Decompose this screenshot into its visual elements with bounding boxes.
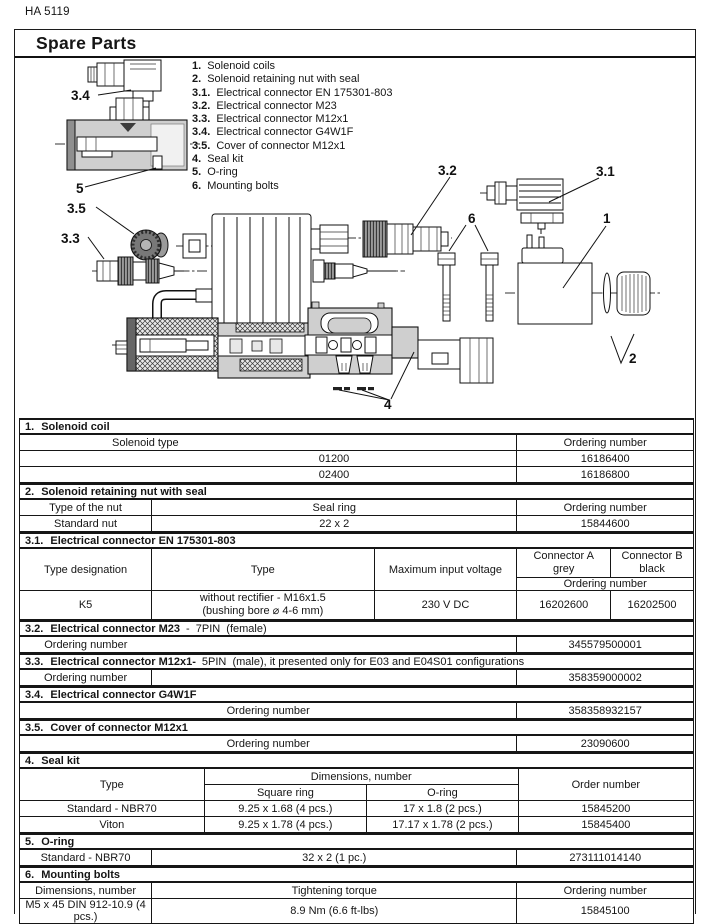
diagram-label-2: 2 (629, 351, 637, 366)
value-cell: K5 (20, 591, 152, 620)
diagram-label-3-1: 3.1 (596, 164, 615, 179)
section-title: 6. Mounting bolts (20, 867, 694, 882)
col-header: Dimensions, number (20, 882, 152, 899)
section-title: 5. O-ring (20, 834, 694, 849)
coil-and-nut-drawing (518, 235, 650, 363)
table-row (20, 801, 694, 817)
col-header: Dimensions, number (204, 768, 518, 785)
seal-mark (333, 387, 342, 390)
table-row (20, 882, 694, 899)
legend-item (192, 153, 392, 166)
item-label: Electrical connector EN 175301-803 (216, 86, 393, 99)
legend-item (192, 166, 392, 179)
section-title: 4. Seal kit (20, 753, 694, 768)
value-cell: 17 x 1.8 (2 pcs.) (367, 801, 519, 817)
table-row (20, 499, 694, 516)
section-title: 3.5. Cover of connector M12x1 (20, 720, 694, 735)
value-cell: 8.9 Nm (6.6 ft-lbs) (152, 899, 517, 924)
table-row (20, 899, 694, 924)
col-header: Order number (518, 768, 693, 801)
value-cell: Standard nut (20, 516, 152, 532)
table-o-ring (19, 833, 694, 866)
item-label: O-ring (207, 166, 238, 179)
empty-cell (152, 636, 517, 653)
row-label: Ordering number (20, 702, 517, 719)
table-cover-m12 (19, 719, 694, 752)
diagram-label-3-3: 3.3 (61, 231, 80, 246)
section-title: 3.4. Electrical connector G4W1F (20, 687, 694, 702)
value-cell: 02400 (152, 467, 517, 483)
col-header: Ordering number (517, 882, 694, 899)
row-label: Ordering number (20, 735, 517, 752)
item-label: Solenoid retaining nut with seal (207, 73, 360, 86)
item-label: Solenoid coils (207, 60, 276, 72)
col-header: O-ring (367, 785, 519, 801)
legend-item (192, 180, 392, 193)
item-label: Mounting bolts (207, 179, 279, 192)
col-header: Type (152, 548, 374, 591)
section-title: 1. Solenoid coil (20, 419, 694, 434)
table-row (20, 434, 694, 451)
item-number: 4. (192, 153, 202, 166)
empty-cell (20, 467, 152, 483)
order-number-cell: 16186800 (517, 467, 694, 483)
table-row (20, 533, 694, 548)
table-row (20, 419, 694, 434)
table-row (20, 702, 694, 719)
parts-tables (19, 418, 694, 924)
value-cell: 9.25 x 1.78 (4 pcs.) (204, 817, 366, 833)
section-title: 3.1. Electrical connector EN 175301-803 (20, 533, 694, 548)
table-seal-kit (19, 752, 694, 833)
table-row (20, 735, 694, 752)
legend-item (192, 140, 392, 153)
table-row (20, 849, 694, 866)
value-cell: Viton (20, 817, 205, 833)
empty-cell (20, 451, 152, 467)
order-number-cell: 358359000002 (517, 669, 694, 686)
seal-mark (368, 387, 374, 390)
row-label: Ordering number (20, 636, 152, 653)
table-row (20, 834, 694, 849)
item-number: 3.2. (192, 99, 211, 112)
item-label: Electrical connector M23 (216, 99, 337, 112)
seal-mark (344, 387, 350, 390)
diagram-label-1: 1 (603, 211, 611, 226)
col-header: Solenoid type (20, 434, 517, 451)
value-cell: 22 x 2 (152, 516, 517, 532)
page-title: Spare Parts (15, 30, 695, 58)
order-number-cell: 273111014140 (517, 849, 694, 866)
order-number-cell: 23090600 (517, 735, 694, 752)
value-cell: without rectifier - M16x1.5 (bushing bore ⌀ 4-6 mm) (152, 591, 374, 620)
value-cell: M5 x 45 DIN 912-10.9 (4 pcs.) (20, 899, 152, 924)
table-mounting-bolts (19, 866, 694, 924)
value-cell: 17.17 x 1.78 (2 pcs.) (367, 817, 519, 833)
table-row (20, 720, 694, 735)
table-row (20, 548, 694, 578)
table-row (20, 451, 694, 467)
item-number: 6. (192, 179, 202, 192)
value-cell: 9.25 x 1.68 (4 pcs.) (204, 801, 366, 817)
col-header: Type of the nut (20, 499, 152, 516)
order-number-cell: 15845200 (518, 801, 693, 817)
legend-item (192, 87, 392, 100)
item-label: Seal kit (207, 153, 244, 166)
col-header: Type (20, 768, 205, 801)
table-row (20, 467, 694, 483)
order-number-cell: 345579500001 (517, 636, 694, 653)
table-connector-m23 (19, 620, 694, 653)
table-row (20, 654, 694, 669)
order-number-cell: 16202500 (611, 591, 694, 620)
table-row (20, 867, 694, 882)
document-code: HA 5119 (25, 6, 70, 18)
order-number-cell: 15845400 (518, 817, 693, 833)
section-title: 2. Solenoid retaining nut with seal (20, 484, 694, 499)
legend-item (192, 100, 392, 113)
order-number-cell: 15844600 (517, 516, 694, 532)
value-cell: Standard - NBR70 (20, 849, 152, 866)
empty-cell (152, 669, 517, 686)
table-row (20, 753, 694, 768)
col-header: Square ring (204, 785, 366, 801)
section-title: 3.2. Electrical connector M23 - 7PIN (female) (20, 621, 694, 636)
table-row (20, 591, 694, 620)
col-header: Ordering number (517, 578, 694, 591)
item-number: 1. (192, 60, 202, 72)
diagram-label-4: 4 (384, 397, 392, 412)
item-number: 2. (192, 73, 202, 86)
value-cell: Standard - NBR70 (20, 801, 205, 817)
table-row (20, 484, 694, 499)
table-connector-en175301 (19, 532, 694, 620)
mounting-bolts-drawing (438, 253, 498, 321)
col-header: Connector A grey (517, 548, 611, 578)
cover-m12-drawing (131, 230, 168, 260)
diagram-label-5: 5 (76, 181, 84, 196)
table-connector-m12 (19, 653, 694, 686)
col-header: Type designation (20, 548, 152, 591)
item-label: Electrical connector M12x1 (216, 113, 349, 126)
diagram-label-3-4: 3.4 (71, 88, 90, 103)
section-title: 3.3. Electrical connector M12x1- 5PIN (male), it presented only for E03 and E04S01 configurations (20, 654, 694, 669)
table-row (20, 621, 694, 636)
col-header: Connector B black (611, 548, 694, 578)
page-frame (14, 29, 696, 923)
table-row (20, 636, 694, 653)
table-solenoid-coil (19, 418, 694, 483)
item-number: 3.1. (192, 86, 211, 99)
valve-cutaway-drawing (67, 98, 187, 170)
table-retaining-nut (19, 483, 694, 532)
col-header: Seal ring (152, 499, 517, 516)
table-row (20, 516, 694, 532)
legend-item (192, 73, 392, 86)
item-label: Electrical connector G4W1F (216, 126, 354, 139)
value-cell: 32 x 2 (1 pc.) (152, 849, 517, 866)
value-cell: 01200 (152, 451, 517, 467)
legend-item (192, 60, 392, 73)
order-number-cell: 16186400 (517, 451, 694, 467)
connector-m12-drawing (97, 257, 184, 285)
legend-item (192, 113, 392, 126)
table-row (20, 669, 694, 686)
order-number-cell: 358358932157 (517, 702, 694, 719)
table-connector-g4w1f (19, 686, 694, 719)
connector-m23-drawing (363, 221, 448, 257)
value-cell: 230 V DC (374, 591, 517, 620)
col-header: Tightening torque (152, 882, 517, 899)
diagram-label-6: 6 (468, 211, 476, 226)
col-header: Maximum input voltage (374, 548, 517, 591)
connector-en175301-drawing (487, 179, 563, 234)
item-number: 3.5. (192, 139, 211, 152)
table-row (20, 817, 694, 833)
order-number-cell: 16202600 (517, 591, 611, 620)
diagram-label-3-2: 3.2 (438, 163, 457, 178)
item-number: 5. (192, 166, 202, 179)
item-number: 3.4. (192, 126, 211, 139)
exploded-view-section (15, 58, 695, 418)
col-header: Ordering number (517, 499, 694, 516)
item-number: 3.3. (192, 113, 211, 126)
legend-item (192, 126, 392, 139)
order-number-cell: 15845100 (517, 899, 694, 924)
diagram-label-3-5: 3.5 (67, 201, 86, 216)
parts-legend (192, 60, 392, 193)
seal-mark (357, 387, 366, 390)
item-label: Cover of connector M12x1 (216, 139, 346, 152)
table-row (20, 687, 694, 702)
table-row (20, 768, 694, 785)
row-label: Ordering number (20, 669, 152, 686)
col-header: Ordering number (517, 434, 694, 451)
